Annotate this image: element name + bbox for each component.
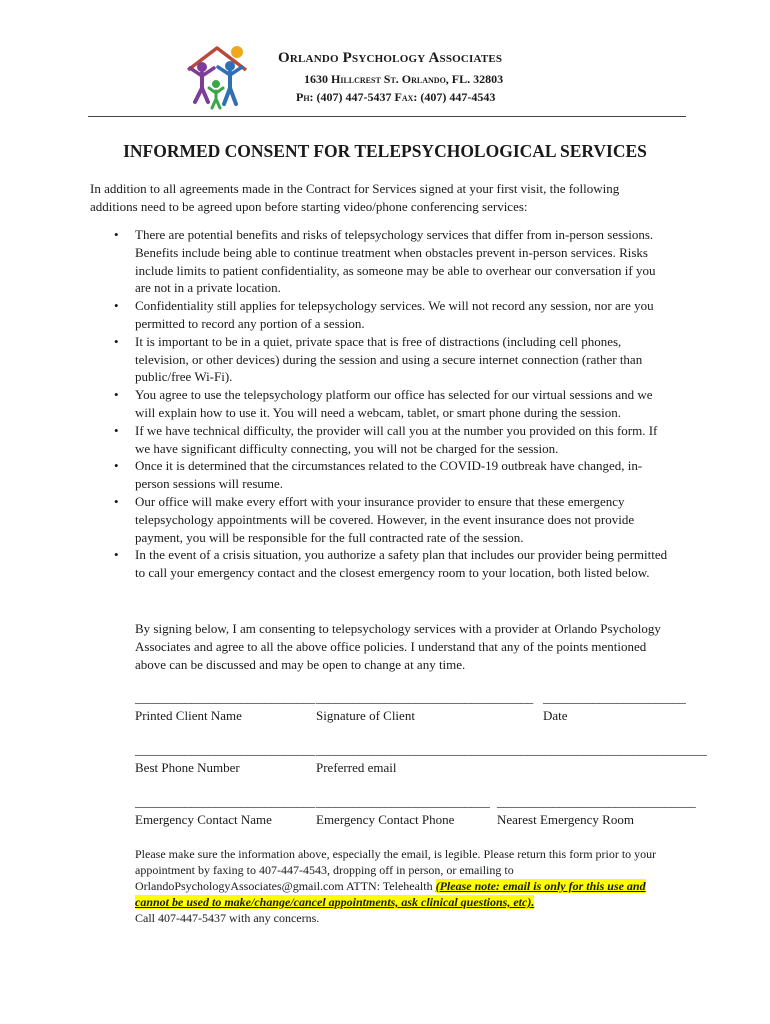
nearest-er-field[interactable]: ________________________________ [497, 794, 696, 809]
nearest-er-label: Nearest Emergency Room [497, 812, 634, 827]
preferred-email-label: Preferred email [316, 760, 397, 775]
family-house-icon [182, 42, 252, 112]
bullet-icon: • [114, 387, 119, 403]
contact-phone-note: Call 407-447-5437 with any concerns. [135, 911, 320, 925]
return-instructions-text: Please make sure the information above, especially the email, is legible. Please return this form prior to your appointment by faxing to 407-447-4543, dropping off in person, or emailing to OrlandoPsychologyAssociates@gmail.com ATTN: Telehealth [135, 847, 657, 893]
consent-terms-list [114, 226, 674, 582]
bullet-icon: • [114, 227, 119, 242]
date-field[interactable]: _______________________ [543, 690, 686, 705]
printed-name-field[interactable]: _____________________________ [135, 690, 315, 705]
bullet-icon: • [114, 422, 119, 438]
emergency-contact-phone-field[interactable]: ____________________________ [316, 794, 490, 809]
signature-label: Signature of Client [316, 708, 415, 723]
list-item: • It is important to be in a quiet, private space that is free of distractions (including cell phones, television, or other devices) during the session and using a secure internet connection (rather than public/free Wi-Fi). [114, 333, 643, 385]
signature-field[interactable]: ___________________________________ [316, 690, 534, 705]
organization-phone-fax: Ph: (407) 447-5437 Fax: (407) 447-4543 [296, 90, 496, 104]
printed-name-label: Printed Client Name [135, 708, 242, 723]
consent-statement: By signing below, I am consenting to telepsychology services with a provider at Orlando Psychology Associates and agree to all the above office policies. I understand that any of the points mentioned above can be discussed and may be open to change at any time. [135, 621, 661, 672]
email-use-warning: (Please note: email is only for this use and cannot be used to make/change/cancel appointments, ask clinical questions, etc). [135, 879, 646, 909]
list-item: • Confidentiality still applies for telepsychology services. We will not record any session, nor are you permitted to record any portion of a session. [114, 298, 654, 331]
email-field[interactable]: _______________________________________________________________ [316, 742, 707, 757]
header-divider [88, 116, 686, 117]
list-item: • In the event of a crisis situation, you authorize a safety plan that includes our provider being permitted to call your emergency contact and the closest emergency room to your location, both listed below. [114, 547, 668, 581]
organization-name: Orlando Psychology Associates [278, 50, 503, 66]
bullet-icon: • [114, 333, 119, 349]
date-label: Date [543, 708, 568, 723]
intro-paragraph: In addition to all agreements made in the Contract for Services signed at your first visit, the following additions need to be agreed upon before starting video/phone conferencing services: [90, 181, 620, 214]
list-item: • You agree to use the telepsychology platform our office has selected for our virtual sessions and we will explain how to use it. You will need a webcam, tablet, or smart phone during the session. [114, 387, 653, 420]
bullet-icon: • [114, 458, 119, 474]
list-item: • There are potential benefits and risks of telepsychology services that differ from in-person sessions. Benefits include being able to continue treatment when obstacles prevent in-person services. Risks include limits to patient confidentiality, as someone may be able to overhear our conversation if you are not in a private location. [114, 227, 656, 296]
return-instructions [135, 846, 680, 926]
emergency-contact-phone-label: Emergency Contact Phone [316, 812, 455, 827]
best-phone-label: Best Phone Number [135, 760, 240, 775]
list-item: • Our office will make every effort with your insurance provider to ensure that these emergency telepsychology appointments will be covered. However, in the event insurance does not provide payment, you will be responsible for the full contracted rate of the session. [114, 493, 635, 545]
bullet-icon: • [114, 547, 119, 563]
bullet-icon: • [114, 493, 119, 509]
emergency-contact-name-field[interactable]: _____________________________ [135, 794, 315, 809]
best-phone-field[interactable]: _____________________________ [135, 742, 315, 757]
document-title: INFORMED CONSENT FOR TELEPSYCHOLOGICAL SERVICES [123, 141, 647, 161]
emergency-contact-name-label: Emergency Contact Name [135, 812, 272, 827]
list-item: • If we have technical difficulty, the provider will call you at the number you provided on this form. If we have significant difficulty connecting, you will not be charged for the session. [114, 422, 658, 456]
list-item: • Once it is determined that the circumstances related to the COVID-19 outbreak have changed, in-person sessions will resume. [114, 458, 643, 492]
organization-address: 1630 Hillcrest St. Orlando, FL. 32803 [304, 72, 504, 86]
bullet-icon: • [114, 298, 119, 314]
